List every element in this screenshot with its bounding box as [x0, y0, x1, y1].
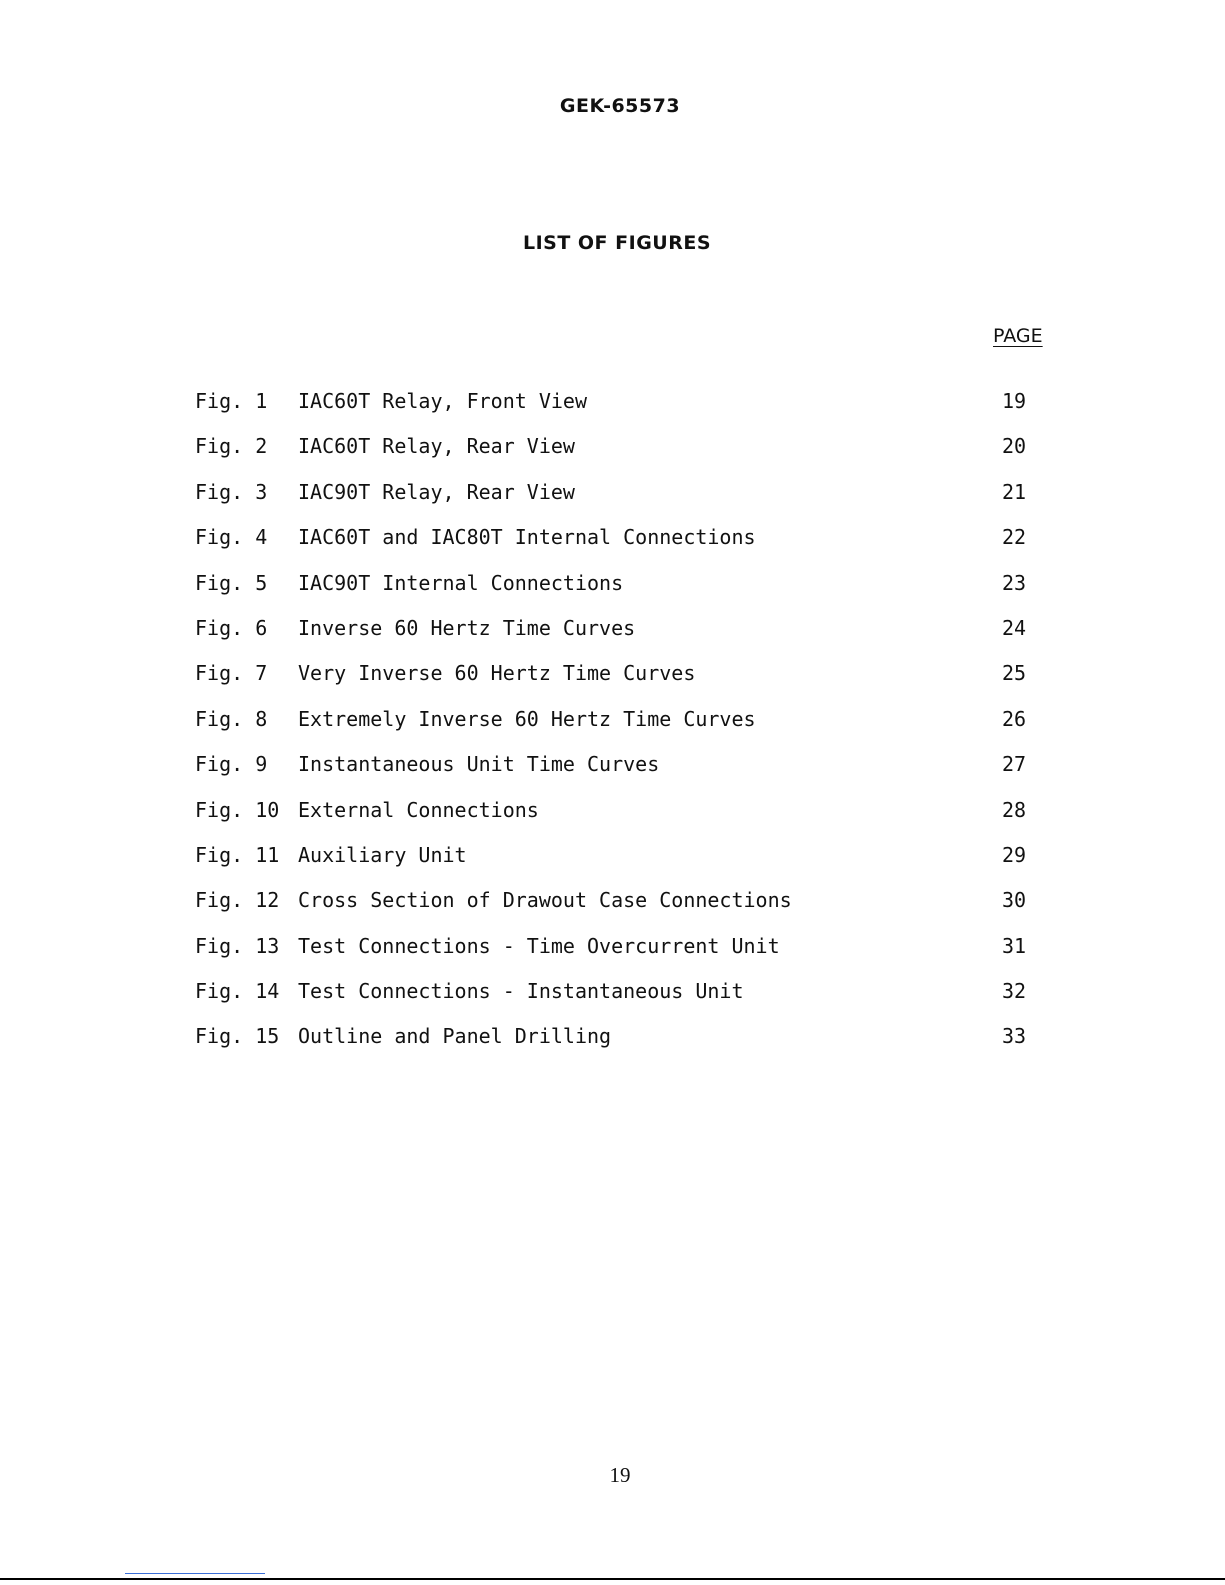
figure-page: 22 [1002, 525, 1027, 550]
figure-page: 24 [1002, 615, 1027, 640]
figure-page: 23 [1002, 570, 1027, 595]
figure-page: 19 [1002, 389, 1027, 413]
list-item [0, 1023, 1225, 1068]
figure-page: 28 [1002, 797, 1027, 822]
figure-number: Fig. 5 [195, 570, 268, 595]
figure-title: Auxiliary Unit [298, 842, 467, 867]
figure-page: 32 [1002, 979, 1027, 1004]
figure-title: Very Inverse 60 Hertz Time Curves [298, 661, 696, 686]
figure-page: 31 [1002, 933, 1027, 958]
list-item [0, 887, 1225, 932]
figure-number: Fig. 13 [195, 933, 280, 958]
figure-number: Fig. 12 [195, 888, 280, 913]
footer-link-underline [125, 1573, 265, 1574]
figure-title: Extremely Inverse 60 Hertz Time Curves [298, 706, 756, 731]
figure-page: 30 [1002, 888, 1027, 913]
document-number: GEK-65573 [559, 95, 681, 117]
figure-title: IAC90T Internal Connections [298, 570, 624, 595]
figure-page: 33 [1002, 1024, 1027, 1049]
figure-number: Fig. 15 [195, 1024, 280, 1049]
figure-number: Fig. 4 [195, 525, 268, 550]
figure-number: Fig. 1 [195, 389, 268, 413]
figure-number: Fig. 9 [195, 752, 268, 777]
figure-number: Fig. 7 [195, 661, 268, 686]
list-item [0, 797, 1225, 842]
figure-title: Cross Section of Drawout Case Connections [298, 888, 792, 913]
page-title: LIST OF FIGURES [522, 232, 712, 254]
list-item [0, 751, 1225, 796]
figure-page: 21 [1002, 479, 1027, 504]
figure-page: 29 [1002, 842, 1027, 867]
list-item [0, 660, 1225, 705]
figure-page: 27 [1002, 752, 1027, 777]
figure-title: External Connections [298, 797, 539, 822]
figure-number: Fig. 14 [195, 979, 280, 1004]
figure-title: IAC90T Relay, Rear View [298, 479, 575, 504]
figure-number: Fig. 3 [195, 479, 268, 504]
figure-number: Fig. 2 [195, 434, 268, 459]
figure-title: IAC60T Relay, Rear View [298, 434, 575, 459]
list-item [0, 433, 1225, 478]
figure-title: Instantaneous Unit Time Curves [298, 752, 660, 777]
list-item [0, 479, 1225, 524]
list-item [0, 706, 1225, 751]
figure-number: Fig. 6 [195, 615, 268, 640]
figure-title: Test Connections - Time Overcurrent Unit [298, 933, 780, 958]
list-item [0, 842, 1225, 887]
figure-page: 26 [1002, 706, 1027, 731]
figure-number: Fig. 11 [195, 842, 280, 867]
list-item [0, 978, 1225, 1023]
figure-number: Fig. 10 [195, 797, 280, 822]
figure-title: Test Connections - Instantaneous Unit [298, 979, 744, 1004]
figure-title: IAC60T Relay, Front View [298, 389, 587, 413]
figure-page: 25 [1002, 661, 1027, 686]
bottom-divider [0, 1578, 1225, 1580]
figure-title: Inverse 60 Hertz Time Curves [298, 615, 636, 640]
figure-page: 20 [1002, 434, 1027, 459]
list-item [0, 615, 1225, 660]
list-item [0, 524, 1225, 569]
list-item [0, 933, 1225, 978]
page-number: 19 [609, 1463, 631, 1487]
figure-list [0, 388, 1225, 1069]
list-item [0, 570, 1225, 615]
list-item [0, 388, 1225, 433]
figure-number: Fig. 8 [195, 706, 268, 731]
figure-title: Outline and Panel Drilling [298, 1024, 612, 1049]
page-column-header: PAGE [993, 325, 1043, 347]
figure-title: IAC60T and IAC80T Internal Connections [298, 525, 756, 550]
